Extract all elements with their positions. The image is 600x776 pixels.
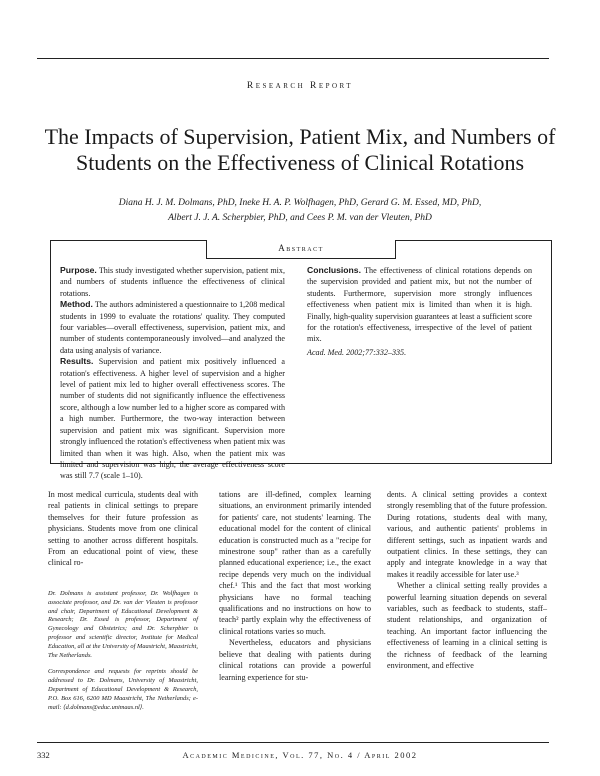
body-paragraph: tations are ill-defined, complex learning situations, an environment primarily intended for patients' care, not students' learning. The educational model for the content of clinical education is constructed much as a "recipe for minestrone soup" rather than as a carefully planned educational experience; i.e., the exact recipe depends very much on the individual chef.¹ This and the fact that most working physicians have no formal teaching qualifications and no instructions on how to teach² partly explain why the effectiveness of clinical rotations varies so much. xyxy=(219,490,371,636)
abstract-heading: Abstract xyxy=(206,240,396,259)
journal-footer: Academic Medicine, Vol. 77, No. 4 / April 2002 xyxy=(182,750,418,760)
bottom-rule xyxy=(37,742,549,743)
purpose-label: Purpose. xyxy=(60,265,97,275)
results-text: Supervision and patient mix positively influenced a rotation's effectiveness. A higher level of supervision and a higher level of patient mix led to higher overall effectiveness scores. The number of students did not significantly influence the effectiveness score, although a low number led to a higher score as compared with a high number. Furthermore, the two-way interaction between supervision and patient mix was significant. Supervision more strongly influenced the rotation's effectiveness when patient mix was limited than when it was high. Also, when the patient mix was limited and supervision was high, the average effectiveness score was still 7.7 (scale 1–10). xyxy=(60,357,285,481)
footnote-affiliations: Dr. Dolmans is assistant professor, Dr. Wolfhagen is associate professor, and Dr. van der Vleuten is professor and chair, Department of Educational Development & Research; Dr. Essed is professor, Department of Gynecology and Obstetrics; and Dr. Scherpbier is professor and scientific director, Institute for Medical Education, all at the University of Maastricht, Maastricht, The Netherlands. xyxy=(48,590,198,659)
abstract-citation: Acad. Med. 2002;77:332–335. xyxy=(307,347,407,357)
body-column-1 xyxy=(48,489,198,569)
author-list xyxy=(60,196,540,226)
author-footnote xyxy=(48,590,198,720)
body-column-2 xyxy=(219,489,371,683)
abstract-left-column xyxy=(60,265,285,482)
body-column-3 xyxy=(387,489,547,672)
method-label: Method. xyxy=(60,299,93,310)
body-paragraph: In most medical curricula, students deal with real patients in clinical settings to prepare themselves for their future profession as physicians. Students move from one clinical setting to another across different hospitals. From an educational point of view, these clinical ro- xyxy=(48,490,198,568)
abstract-right-column xyxy=(307,265,532,358)
conclusions-label: Conclusions. xyxy=(307,265,361,275)
body-paragraph: Whether a clinical setting really provides a powerful learning situation depends on several variables, such as feedback to students, staff–student relationships, and organization of teaching. An important factor influencing the effectiveness of learning in a clinical setting is the richness of feedback of the learning environment, and effective xyxy=(387,581,547,671)
footnote-correspondence: Correspondence and requests for reprints should be addressed to Dr. Dolmans, University of Maastricht, Department of Educational Development & Research, P.O. Box 616, 6200 MD Maastricht, The Netherlands; e-mail: ⟨d.dolmans@educ.unimaas.nl⟩. xyxy=(48,668,198,711)
abstract-method xyxy=(60,299,285,356)
authors-line-1: Diana H. J. M. Dolmans, PhD, Ineke H. A. P. Wolfhagen, PhD, Gerard G. M. Essed, MD, PhD, xyxy=(118,198,482,208)
body-paragraph: Nevertheless, educators and physicians believe that dealing with patients during clinical rotations can provide a powerful learning experience for stu- xyxy=(219,638,371,682)
top-rule xyxy=(37,58,549,59)
purpose-text: This study investigated whether supervision, patient mix, and numbers of students influence the effectiveness of clinical rotations. xyxy=(60,266,285,298)
section-label: Research Report xyxy=(246,81,354,91)
abstract-purpose xyxy=(60,265,285,299)
abstract-results xyxy=(60,356,285,481)
method-text: The authors administered a questionnaire to 1,208 medical students in 1999 to evaluate the rotations' quality. They computed four variables—overall effectiveness, supervision, patient mix, and number of students contemporaneously involved—and analyzed the data using analysis of variance. xyxy=(60,300,285,355)
body-paragraph: dents. A clinical setting provides a context strongly resembling that of the future profession. During rotations, students deal with many, various, and authentic patients' problems in different settings, such as inpatient wards and outpatient clinics. In these settings, they can apply and integrate knowledge in a way that makes it readily accessible for later use.³ xyxy=(387,490,547,579)
results-label: Results. xyxy=(60,356,94,367)
page-number: 332 xyxy=(37,750,50,760)
authors-line-2: Albert J. J. A. Scherpbier, PhD, and Cees P. M. van der Vleuten, PhD xyxy=(168,213,432,223)
abstract-conclusions xyxy=(307,265,532,345)
article-title: The Impacts of Supervision, Patient Mix, and Numbers of Students on the Effectiveness of Clinical Rotations xyxy=(44,124,556,175)
conclusions-text: The effectiveness of clinical rotations depends on the supervision provided and patient mix, but not the number of students. Furthermore, supervision more strongly influences effectiveness when patient mix is limited than when it is high. Finally, high-quality supervision guarantees at least a sufficient score for the rotation's effectiveness, irrespective of the level of patient mix. xyxy=(307,266,532,344)
